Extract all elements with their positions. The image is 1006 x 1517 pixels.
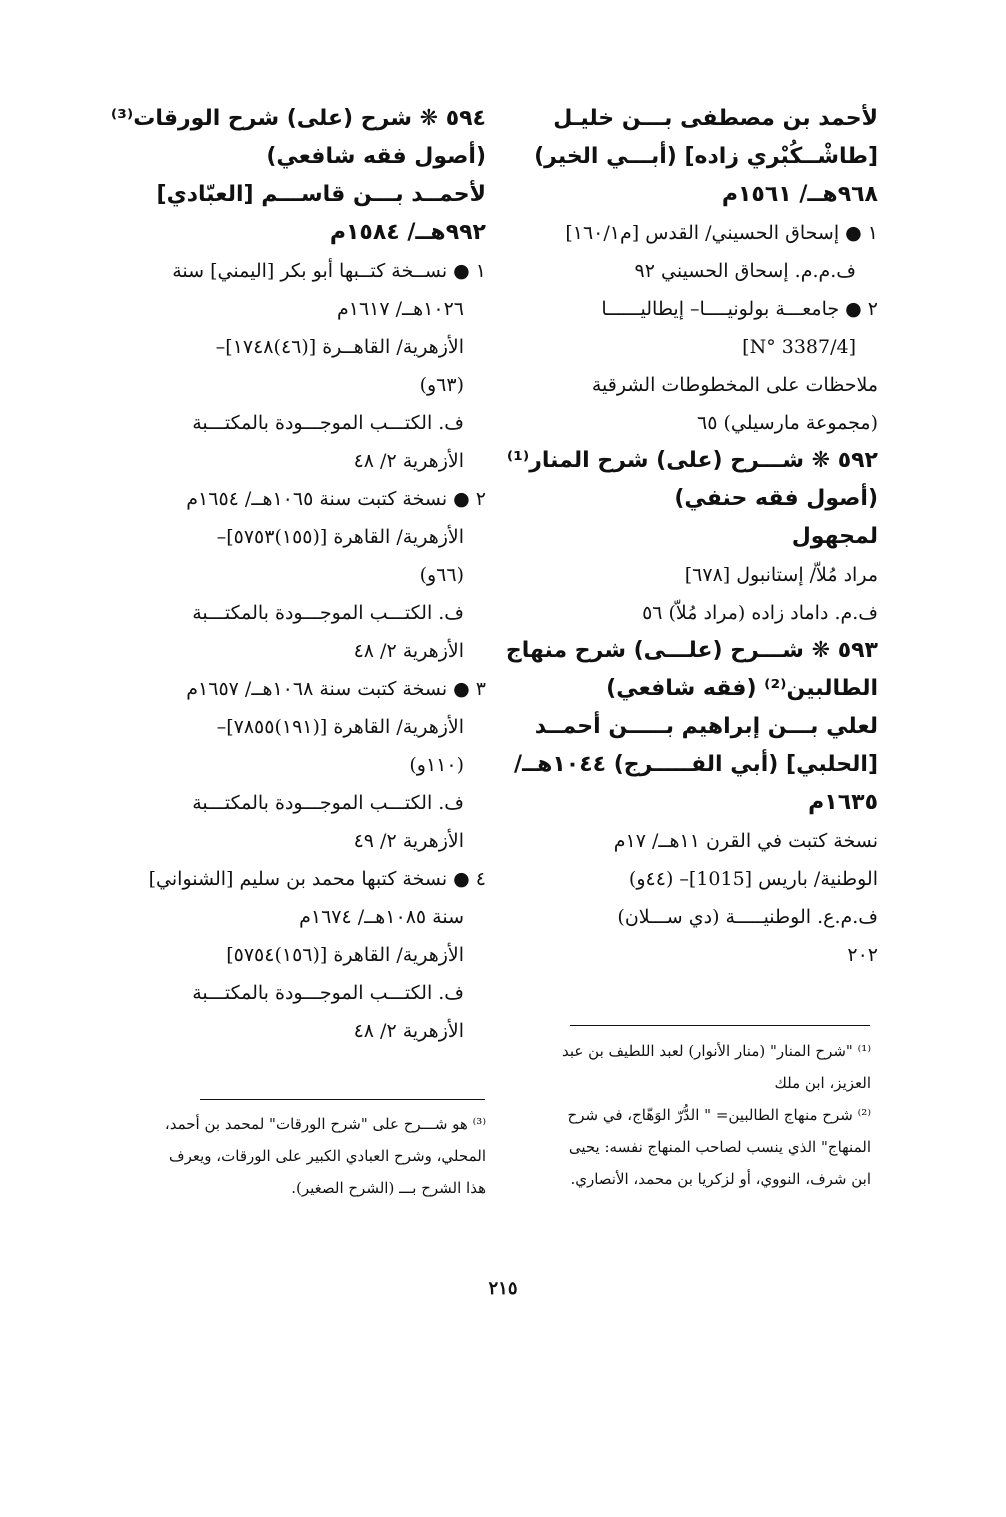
right-column-line: الطالبين⁽²⁾ (فقه شافعي) [606, 676, 878, 701]
right-column-line: (مجموعة مارسيلي) ٦٥ [696, 412, 878, 434]
left-column-line: ف. الكتـــب الموجـــودة بالمكتـــبة [192, 792, 464, 814]
footnote-right-line: ⁽¹⁾ "شرح المنار" (منار الأنوار) لعبد اللطيف بن عبد [562, 1042, 871, 1060]
right-column-line: لعلي بـــن إبراهيم بـــــن أحمــد [534, 714, 878, 739]
left-column-line: (١١٠و) [409, 754, 464, 776]
footnote-left-line: هذا الشرح بـــ (الشرح الصغير). [291, 1179, 486, 1197]
left-column-line: ٩٩٢هــ/ ١٥٨٤م [329, 220, 486, 245]
right-column-line: [طاشْــكُبْري زاده] (أبـــي الخير) [534, 144, 878, 169]
left-column-line: لأحمــد بـــن قاســـم [العبّادي] [156, 182, 486, 207]
left-column-line: الأزهرية/ القاهرة [(١٥٥)٥٧٥٣]– [216, 526, 464, 548]
right-column-line: ٩٦٨هــ/ ١٥٦١م [721, 182, 878, 207]
right-column-line: مراد مُلاّ/ إستانبول [٦٧٨] [684, 564, 878, 586]
right-column-line: [N° 3387/4] [742, 336, 856, 358]
left-column-line: الأزهرية ٢/ ٤٩ [353, 830, 464, 852]
footnotes-right [536, 1035, 871, 1195]
footnote-rule-left [200, 1099, 485, 1100]
footnotes-left [136, 1108, 486, 1204]
right-column-line: ف.م.ع. الوطنيـــــة (دي ســـلان) [617, 906, 878, 928]
right-column-line: ٢٠٢ [847, 944, 878, 966]
left-column-line: ف. الكتـــب الموجـــودة بالمكتـــبة [192, 982, 464, 1004]
footnote-left-line: ⁽³⁾ هو شـــرح على "شرح الورقات" لمحمد بن أحمد، [164, 1115, 486, 1133]
right-column-line: لأحمد بن مصطفى بـــن خليـل [553, 106, 878, 131]
footnote-right-line: ابن شرف، النووي، أو لزكريا بن محمد، الأنصاري. [570, 1170, 871, 1188]
left-column-line: الأزهرية/ القاهــرة [(٤٦)١٧٤٨]– [215, 336, 464, 358]
left-column-line: ٣ ● نسخة كتبت سنة ١٠٦٨هــ/ ١٦٥٧م [186, 678, 486, 700]
left-column-line: الأزهرية ٢/ ٤٨ [353, 1020, 464, 1042]
page-number: ٢١٥ [488, 1278, 518, 1299]
right-column-line: [الحلبي] (أبي الفـــــرج) ١٠٤٤هــ/ [514, 752, 878, 777]
left-column-line: ٢ ● نسخة كتبت سنة ١٠٦٥هــ/ ١٦٥٤م [186, 488, 486, 510]
left-column-line: سنة ١٠٨٥هــ/ ١٦٧٤م [299, 906, 464, 928]
left-column-line: (أصول فقه شافعي) [266, 144, 486, 169]
footnote-right-line: العزيز، ابن ملك [774, 1074, 871, 1092]
right-column-line: الوطنية/ باريس [1015]– (٤٤و) [628, 868, 878, 890]
left-column-line: ف. الكتـــب الموجـــودة بالمكتـــبة [192, 602, 464, 624]
right-column-line: لمجهول [791, 524, 878, 549]
right-column-line: ٥٩٢ ❋ شـــرح (على) شرح المنار⁽¹⁾ [506, 448, 878, 473]
left-column-line: ٥٩٤ ❋ شرح (على) شرح الورقات⁽³⁾ [110, 106, 486, 131]
left-column-line: الأزهرية ٢/ ٤٨ [353, 640, 464, 662]
left-column [110, 100, 486, 1050]
right-column [505, 100, 878, 974]
right-column-line: ١٦٣٥م [808, 790, 878, 815]
left-column-line: (٦٣و) [419, 374, 464, 396]
left-column-line: الأزهرية/ القاهرة [(١٥٦)٥٧٥٤] [226, 944, 464, 966]
right-column-line: ملاحظات على المخطوطات الشرقية [591, 374, 878, 396]
left-column-line: الأزهرية ٢/ ٤٨ [353, 450, 464, 472]
left-column-line: ١ ● نســخة كتــبها أبو بكر [اليمني] سنة [172, 260, 486, 282]
left-column-line: ف. الكتـــب الموجـــودة بالمكتـــبة [192, 412, 464, 434]
left-column-line: ٤ ● نسخة كتبها محمد بن سليم [الشنواني] [148, 868, 486, 890]
footnote-right-line: المنهاج" الذي ينسب لصاحب المنهاج نفسه: يحيى [568, 1138, 871, 1156]
right-column-line: (أصول فقه حنفي) [674, 486, 878, 511]
right-column-line: ٢ ● جامعـــة بولونيــــا– إيطاليــــــا [601, 298, 878, 320]
right-column-line: ١ ● إسحاق الحسيني/ القدس [م١٦٠/١] [565, 222, 878, 244]
footnote-left-line: المحلي، وشرح العبادي الكبير على الورقات، ويعرف [169, 1147, 486, 1165]
left-column-line: الأزهرية/ القاهرة [(١٩١)٧٨٥٥]– [216, 716, 464, 738]
footnote-right-line: ⁽²⁾ شرح منهاج الطالبين= " الدُّرّ الوَهّاج، في شرح [567, 1106, 871, 1124]
footnote-rule-right [570, 1025, 870, 1026]
right-column-line: ف.م.م. إسحاق الحسيني ٩٢ [634, 260, 856, 282]
left-column-line: ١٠٢٦هــ/ ١٦١٧م [336, 298, 464, 320]
right-column-line: نسخة كتبت في القرن ١١هــ/ ١٧م [613, 830, 878, 852]
left-column-line: (٦٦و) [419, 564, 464, 586]
right-column-line: ف.م. داماد زاده (مراد مُلاّ) ٥٦ [642, 602, 878, 624]
right-column-line: ٥٩٣ ❋ شـــرح (علـــى) شرح منهاج [505, 638, 878, 663]
